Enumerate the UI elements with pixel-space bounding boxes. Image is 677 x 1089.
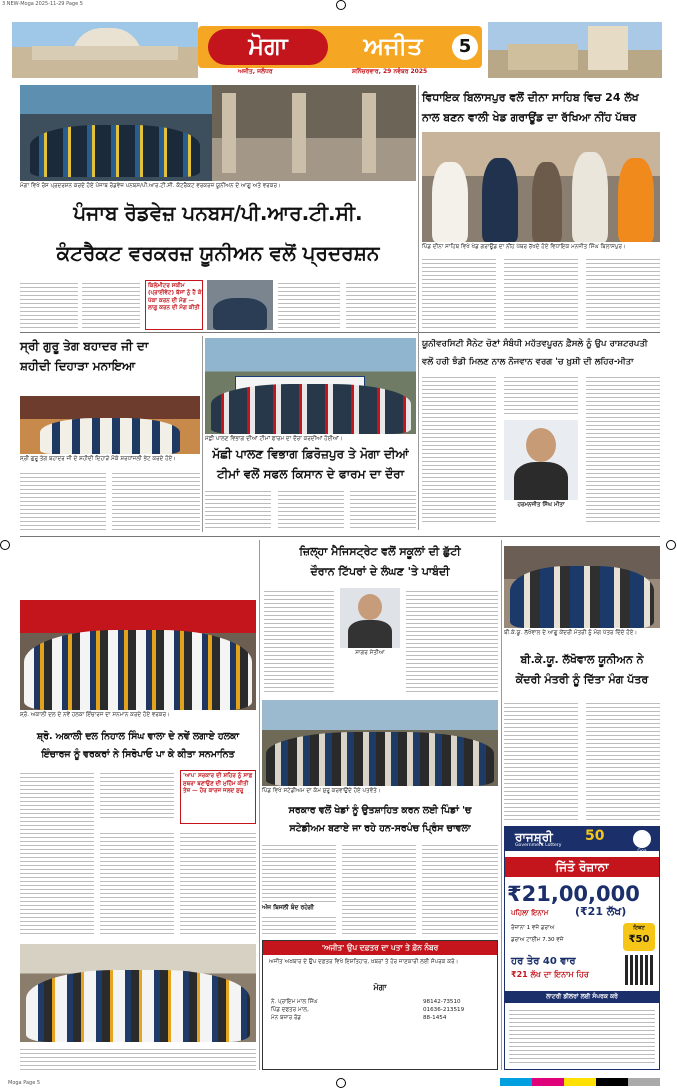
article-text	[422, 256, 496, 330]
lottery-brand-number: 50	[585, 828, 605, 844]
dm-headline2: ਦੌਰਾਨ ਟਿੱਪਰਾਂ ਦੇ ਲੰਘਣ 'ਤੇ ਪਾਬੰਦੀ	[310, 565, 450, 578]
article-text	[504, 256, 578, 330]
dm-photo-caption: ਸਾਗਰ ਸੇਤੀਆ	[355, 650, 385, 656]
stadium-caption: ਪਿੰਡ ਵਿਖੇ ਸਟੇਡੀਅਮ ਦਾ ਕੰਮ ਸ਼ੁਰੂ ਕਰਵਾਉਂਦੇ ਹੋਏ ਪਤਵੰਤੇ।	[262, 788, 381, 794]
article-text	[586, 374, 660, 524]
column-separator	[501, 540, 502, 1070]
page-number: 5	[458, 36, 472, 57]
dm-headline1: ਜ਼ਿਲ੍ਹਾ ਮੈਜਿਸਟ੍ਰੇਟ ਵਲੋਂ ਸਕੂਲਾਂ ਦੀ ਛੁੱਟੀ	[299, 545, 461, 558]
masthead-title-right: ਅਜੀਤ	[363, 32, 423, 60]
article-text	[586, 700, 660, 820]
guru-caption: ਸ੍ਰੀ ਗੁਰੂ ਤੇਗ ਬਹਾਦਰ ਜੀ ਦੇ ਸ਼ਹੀਦੀ ਦਿਹਾੜੇ ਮੌਕੇ ਸ਼ਰਧਾਂਜਲੀ ਭੇਟ ਕਰਦੇ ਹੋਏ।	[20, 456, 177, 462]
masthead-right-photo	[488, 22, 662, 78]
article-text	[20, 280, 78, 330]
lottery-prizes-line2: ₹21 ਲੱਖ ਦਾ ਇਨਾਮ ਹਿਰ	[511, 970, 589, 979]
guru-headline2: ਸ਼ਹੀਦੀ ਦਿਹਾੜਾ ਮਨਾਇਆ	[20, 359, 136, 373]
lottery-dealers-banner: ਲਾਟਰੀ ਡੀਲਰਾਂ ਲਈ ਸੰਪਰਕ ਕਰੋ	[546, 993, 618, 1000]
lottery-ad	[504, 826, 660, 1070]
article-text	[20, 1046, 256, 1070]
lottery-amount: ₹21,00,000	[507, 882, 640, 906]
article-text	[20, 770, 94, 936]
university-headline2: ਵਲੋਂ ਹਰੀ ਝੰਡੀ ਮਿਲਣ ਨਾਲ ਨੌਜਵਾਨ ਵਰਗ 'ਚ ਖ਼ੁਸ਼ੀ ਦੀ ਲਹਿਰ-ਮੀਤਾ	[422, 357, 634, 367]
office-phone: 01636-213519	[423, 1007, 465, 1013]
article-text	[342, 842, 416, 936]
gurdwara-photo	[20, 396, 200, 454]
lottery-brand-sub: Government Lottery	[515, 843, 562, 848]
print-mark-bottom: Moga Page 5	[8, 1080, 41, 1086]
article-text	[205, 488, 271, 530]
akali-caption: ਸ਼੍ਰੋ. ਅਕਾਲੀ ਦਲ ਦੇ ਨਵੇਂ ਹਲਕਾ ਇੰਚਾਰਜ ਦਾ ਸਨਮਾਨ ਕਰਦੇ ਹੋਏ ਵਰਕਰ।	[20, 712, 170, 718]
dm-portrait	[340, 588, 400, 648]
office-notice-city: ਮੋਗਾ	[373, 983, 387, 992]
aap-box-text: 'ਆਪ' ਸਰਕਾਰ ਦੀ ਸ਼ਹਿਰ ਨੂੰ ਸਾਫ਼ ਸੁਥਰਾ ਬਣਾਉਣ ਦੀ ਮੁਹਿੰਮ ਕੀਤੀ ਤੇਜ਼ — ਹੋਰ ਕਾਰਜ ਜਲਦ ਸ਼ੁਰੂ	[183, 773, 253, 795]
article-text	[112, 470, 200, 530]
article-text	[100, 770, 174, 820]
article-text	[422, 842, 498, 936]
right-story1-headline1: ਵਿਧਾਇਕ ਬਿਲਾਸਪੁਰ ਵਲੋਂ ਦੀਨਾ ਸਾਹਿਬ ਵਿਚ 24 ਲੱਖ	[422, 91, 639, 104]
akali-headline2: ਇੰਚਾਰਜ ਨੂੰ ਵਰਕਰਾਂ ਨੇ ਸਿਰੋਪਾਓ ਪਾ ਕੇ ਕੀਤਾ ਸਨਮਾਨਿਤ	[41, 749, 235, 760]
stadium-headline1: ਸਰਕਾਰ ਵਲੋਂ ਖੇਡਾਂ ਨੂੰ ਉਤਸ਼ਾਹਿਤ ਕਰਨ ਲਈ ਪਿੰਡਾਂ 'ਚ	[288, 805, 472, 816]
office-notice	[262, 940, 498, 1070]
bku-headline1: ਬੀ.ਕੇ.ਯੂ. ਲੱਖੋਵਾਲ ਯੂਨੀਅਨ ਨੇ	[520, 653, 644, 666]
article-text	[82, 280, 140, 330]
university-headline1: ਯੂਨੀਵਰਸਿਟੀ ਸੈਨੇਟ ਚੋਣਾਂ ਸੰਬੰਧੀ ਮਹੱਤਵਪੂਰਨ ਫ਼ੈਸਲੇ ਨੂੰ ਉਪ ਰਾਸ਼ਟਰਪਤੀ	[422, 339, 648, 349]
article-text	[346, 280, 416, 330]
registration-mark-top	[336, 0, 346, 10]
bku-headline2: ਕੇਂਦਰੀ ਮੰਤਰੀ ਨੂੰ ਦਿੱਤਾ ਮੰਗ ਪੱਤਰ	[515, 673, 649, 686]
inset-photo	[207, 280, 273, 330]
column-separator	[418, 85, 419, 530]
quote-box-text: ਕਿਲੋਮੀਟਰ ਸਕੀਮ (ਪ੍ਰਾਈਵੇਟ) ਬੱਸਾਂ ਨੂੰ ਹੈ ਕੇ ਪੱਕਾ ਕਰਨ ਦੀ ਮੰਗ — ਲਾਗੂ ਕਰਨ ਦੀ ਮੰਗ ਕੀਤੀ	[148, 283, 202, 312]
fisheries-photo	[205, 338, 416, 434]
right-story1-caption: ਪਿੰਡ ਦੀਨਾ ਸਾਹਿਬ ਵਿਖੇ ਖੇਡ ਗਰਾਊਂਡ ਦਾ ਨੀਂਹ ਪੱਥਰ ਰੱਖਦੇ ਹੋਏ ਵਿਧਾਇਕ ਮਨਜੀਤ ਸਿੰਘ ਬਿਲਾਸਪੁਰ।	[422, 244, 626, 250]
office-phone: 98142-73510	[423, 999, 461, 1005]
akali-photo	[20, 600, 256, 710]
stadium-headline2: ਸਟੇਡੀਅਮ ਬਣਾਏ ਜਾ ਰਹੇ ਹਨ-ਸਰਪੰਚ ਪ੍ਰਿੰਸ ਚਾਵਲਾ	[289, 823, 471, 834]
office-address-line: ਨੇ. ਪ੍ਰਾਇਮ ਮਾਲ ਸਿੰਘ	[271, 999, 318, 1005]
masthead-title-left: ਮੋਗਾ	[248, 32, 288, 60]
lottery-draw-time: ਡਰਾਅ ਟਾਈਮ 7.30 ਵਜੇ	[511, 937, 564, 943]
office-address-line: ਮੇਨ ਬਜ਼ਾਰ ਰੋਡ	[271, 1015, 302, 1021]
divider	[20, 536, 660, 537]
registration-mark-bottom	[336, 1078, 346, 1088]
lottery-prizes-line1: ਹਰ ਤੇਰ 40 ਵਾਰ	[511, 956, 576, 967]
bku-caption: ਬੀ.ਕੇ.ਯੂ. ਲੱਖੋਵਾਲ ਦੇ ਆਗੂ ਕੇਂਦਰੀ ਮੰਤਰੀ ਨੂੰ ਮੰਗ ਪੱਤਰ ਦਿੰਦੇ ਹੋਏ।	[504, 630, 638, 636]
article-text	[278, 488, 344, 530]
article-text	[180, 830, 256, 936]
guru-headline1: ਸ੍ਰੀ ਗੁਰੂ ਤੇਗ ਬਹਾਦਰ ਜੀ ਦਾ	[20, 339, 149, 353]
masthead	[12, 22, 662, 78]
bus-stand-photo	[212, 85, 416, 181]
lottery-headline: ਜਿੱਤੋ ਰੋਜ਼ਾਨਾ	[555, 860, 609, 874]
top-photo-caption: ਮੋਗਾ ਵਿਖੇ ਰੋਸ ਪ੍ਰਦਰਸ਼ਨ ਕਰਦੇ ਹੋਏ ਪੰਜਾਬ ਰੋਡਵੇਜ਼ ਪਨਬਸ/ਪੀ.ਆਰ.ਟੀ.ਸੀ. ਕੰਟਰੈਕਟ ਵਰਕਰਜ਼ ਯੂਨੀਅਨ ਦੇ ਆਗੂ ਅਤੇ ਵਰਕਰ।	[20, 183, 281, 189]
right-story1-headline2: ਨਾਲ ਬਣਨ ਵਾਲੀ ਖੇਡ ਗਰਾਊਂਡ ਦਾ ਰੱਖਿਆ ਨੀਂਹ ਪੱਥਰ	[422, 111, 637, 124]
masthead-date: ਸ਼ਨਿੱਚਰਵਾਰ, 29 ਨਵੰਬਰ 2025	[352, 68, 428, 75]
registration-mark-right	[666, 540, 676, 550]
bku-photo	[504, 546, 660, 628]
masthead-left-photo	[12, 22, 198, 78]
akali-headline1: ਸ਼੍ਰੋ. ਅਕਾਲੀ ਦਲ ਨਿਹਾਲ ਸਿੰਘ ਵਾਲਾ ਦੇ ਨਵੇਂ ਲਗਾਏ ਹਲਕਾ	[36, 731, 240, 742]
lottery-ticket-label: ਟਿਕਟ	[633, 925, 645, 931]
print-mark-top: 3 NEW-Moga 2025-11-29 Page 5	[2, 1, 83, 7]
office-notice-banner: 'ਅਜੀਤ' ਉਪ ਦਫ਼ਤਰ ਦਾ ਪਤਾ ਤੇ ਫ਼ੋਨ ਨੰਬਰ	[321, 943, 439, 952]
protest-photo	[20, 85, 212, 181]
main-headline-line2: ਕੰਟਰੈਕਟ ਵਰਕਰਜ਼ ਯੂਨੀਅਨ ਵਲੋਂ ਪ੍ਰਦਰਸ਼ਨ	[56, 241, 380, 265]
article-text	[264, 588, 334, 694]
article-text	[586, 256, 660, 330]
article-text	[262, 914, 336, 936]
subhead-small: ਅੱਜ ਬਿਜਲੀ ਬੰਦ ਰਹੇਗੀ	[262, 904, 314, 911]
lottery-amount-lakh: (₹21 ਲੱਖ)	[575, 905, 627, 918]
masthead-subtitle: ਅਜੀਤ, ਜਲੰਧਰ	[238, 68, 273, 75]
quote-box	[145, 280, 203, 330]
lottery-draw-text: ਰੋਜ਼ਾਨਾ 1 ਵਜੇ ਡਰਾਅ	[511, 925, 555, 931]
office-address-line: ਪਿੰਡ ਦਫਤਰ ਮਾਲ,	[271, 1007, 309, 1013]
column-separator	[259, 540, 260, 1070]
color-bar	[500, 1078, 660, 1086]
aap-box	[180, 770, 256, 824]
article-text	[100, 830, 174, 936]
meeta-caption: ਹਰਮਨਜੀਤ ਸਿੰਘ ਮੀਤਾ	[517, 502, 565, 508]
meeta-portrait	[504, 420, 578, 500]
office-phone: 88-1454	[423, 1015, 447, 1021]
registration-mark-left	[0, 540, 10, 550]
bottom-left-photo	[20, 944, 256, 1042]
article-text	[422, 374, 496, 524]
fisheries-headline2: ਟੀਮਾਂ ਵਲੋਂ ਸਫਲ ਕਿਸਾਨ ਦੇ ਫਾਰਮ ਦਾ ਦੌਰਾ	[216, 467, 405, 481]
office-notice-intro: ਅਜੀਤ ਅਖ਼ਬਾਰ ਦੇ ਉਪ ਦਫ਼ਤਰ ਵਿਖੇ ਇਸ਼ਤਿਹਾਰ, ਖ਼ਬਰਾਂ ਤੇ ਹੋਰ ਜਾਣਕਾਰੀ ਲਈ ਸੰਪਰਕ ਕਰੋ।	[269, 959, 459, 965]
column-separator	[202, 336, 203, 532]
divider	[20, 332, 660, 333]
article-text	[278, 280, 340, 330]
article-text	[406, 588, 498, 694]
lottery-prize-label: ਪਹਿਲਾ ਇਨਾਮ	[511, 909, 549, 917]
article-text	[350, 488, 416, 530]
stone-laying-photo	[422, 132, 660, 242]
qr-code	[625, 955, 655, 985]
lottery-ticket-price: ₹50	[628, 934, 650, 945]
article-text	[504, 374, 578, 414]
lottery-goa: Goa	[637, 849, 647, 854]
goa-emblem	[633, 830, 651, 848]
article-text	[262, 842, 336, 902]
masthead-banner	[198, 26, 482, 68]
lottery-brand: ਰਾਜਸ਼੍ਰੀ	[515, 830, 553, 844]
article-text	[20, 470, 106, 530]
fisheries-caption: ਮੱਛੀ ਪਾਲਣ ਵਿਭਾਗ ਦੀਆਂ ਟੀਮਾਂ ਫਾਰਮ ਦਾ ਦੌਰਾ ਕਰਦੀਆਂ ਹੋਈਆਂ।	[205, 436, 343, 442]
stadium-photo	[262, 700, 498, 786]
article-text	[504, 700, 578, 820]
main-headline-line1: ਪੰਜਾਬ ਰੋਡਵੇਜ਼ ਪਨਬਸ/ਪੀ.ਆਰ.ਟੀ.ਸੀ.	[73, 201, 363, 225]
fisheries-headline1: ਮੱਛੀ ਪਾਲਣ ਵਿਭਾਗ ਫ਼ਿਰੋਜ਼ਪੁਰ ਤੇ ਮੋਗਾ ਦੀਆਂ	[212, 447, 409, 461]
dealer-list	[509, 1007, 655, 1065]
